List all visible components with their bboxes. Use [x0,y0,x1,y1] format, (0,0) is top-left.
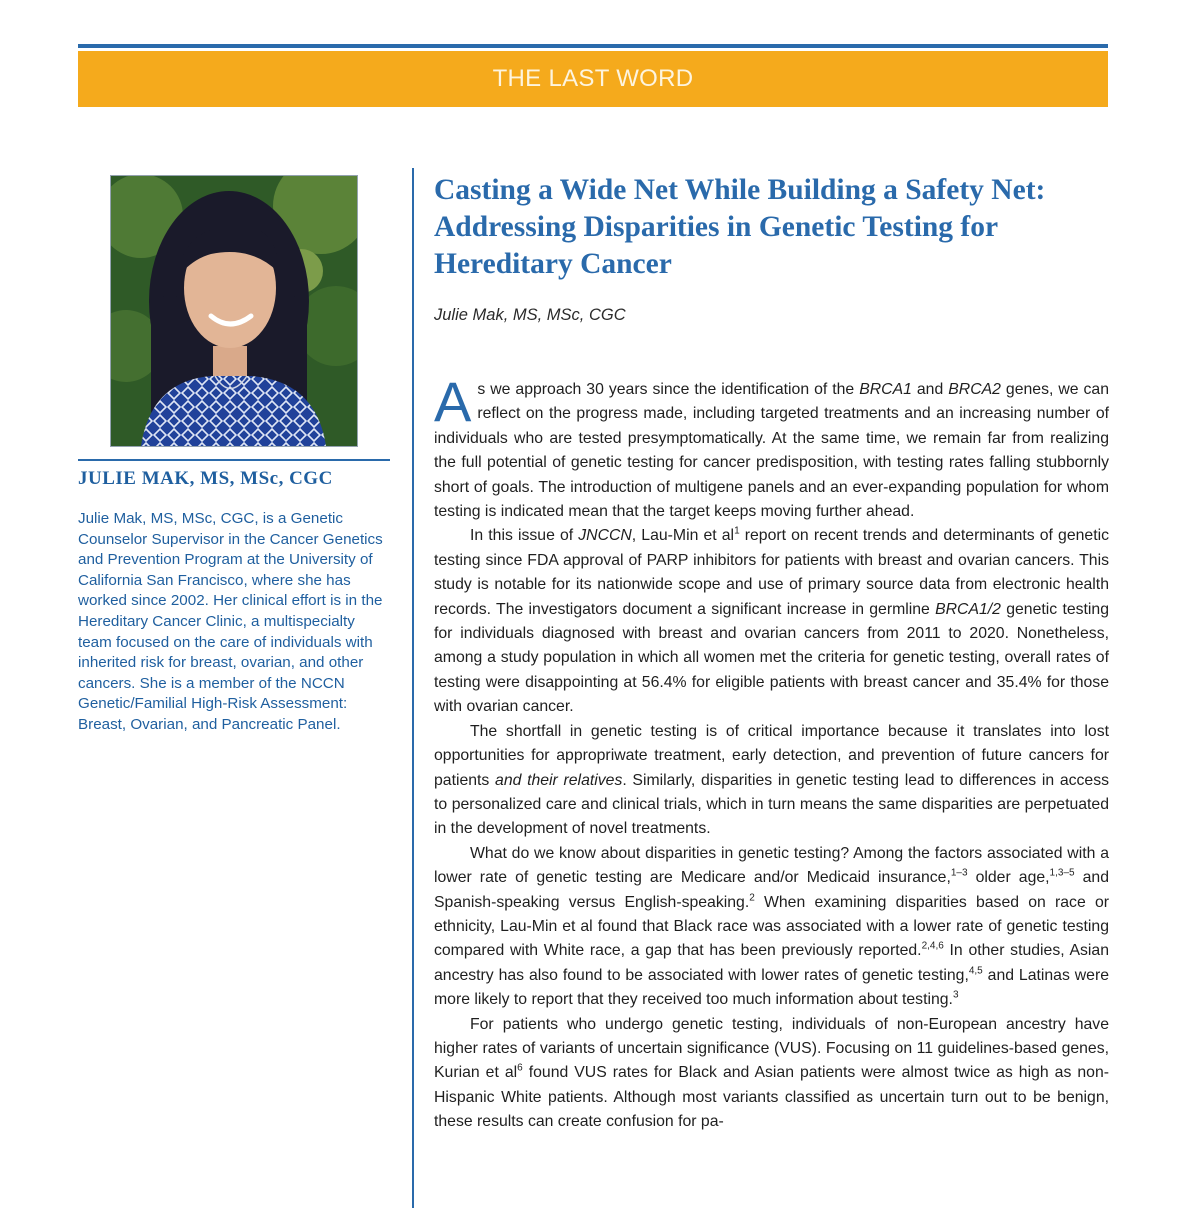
author-heading: JULIE MAK, MS, MSc, CGC [78,468,333,489]
section-banner [78,51,1108,107]
text-run: When examining disparities based on race or ethnicity, Lau-Min et al found that Black race was associated with a lower rate of genetic testing compared with White race, a gap that has been previously reported. [434,893,1109,960]
text-run: and Spanish-speaking versus English-speaking. [434,869,1109,911]
paragraph-4 [434,842,1109,1013]
text-run: and [911,381,949,398]
citation-ref: 2 [749,892,755,904]
text-run: s we approach 30 years since the identification of the [477,381,860,398]
citation-ref: 1–3 [950,867,968,879]
text-run: . Similarly, disparities in genetic testing lead to differences in access to personalized care and clinical trials, which in turn means the same disparities are perpetuated in the development of novel treatments. [434,771,1109,838]
citation-ref: 2,4,6 [921,941,944,953]
citation-ref: 6 [517,1063,523,1075]
gene-name: BRCA2 [948,381,1001,398]
text-run: , Lau-Min et al [631,527,735,545]
text-run: found VUS rates for Black and Asian patients were almost twice as high as non-Hispanic White patients. Although most variants classified as uncertain turn out to be benign, these results can create confusion for pa- [434,1064,1109,1131]
article-body [434,370,1110,1135]
text-run: The shortfall in genetic testing is of critical importance because it translates into lost opportunities for appropriwate treatment, early detection, and prevention of future cancers for patients [434,722,1109,789]
text-run: genetic testing for individuals diagnosed with breast and ovarian cancers from 2011 to 2020. Nonetheless, among a study population in which all women met the criteria for genetic testing, overall rates of testing were disappointing at 56.4% for eligible patients with breast cancer and 35.4% for those with ovarian cancer. [434,600,1109,716]
gene-name: BRCA1 [859,381,912,398]
citation-ref: 1,3–5 [1049,867,1075,879]
sidebar-rule [78,459,390,461]
text-run: What do we know about disparities in genetic testing? Among the factors associated with a lower rate of genetic testing are Medicare and/or Medicaid insurance, [434,844,1109,887]
column-divider [412,168,414,1208]
author-photo [110,175,358,447]
paragraph-3 [434,720,1109,842]
text-run: In other studies, Asian ancestry has also found to be associated with lower rates of genetic testing, [434,942,1109,984]
text-run: and Latinas were more likely to report that they received too much information about testing. [434,966,1110,1009]
text-run: older age, [967,869,1050,887]
text-run: report on recent trends and determinants of genetic testing since FDA approval of PARP inhibitors for patients with breast and ovarian cancers. This study is notable for its nationwide scope and use of primary source data from electronic health records. The investigators document a significant increase in germline [434,527,1109,618]
article [434,172,1110,1131]
gene-name: BRCA1/2 [935,600,1001,618]
author-bio: Julie Mak, MS, MSc, CGC, is a Genetic Counselor Supervisor in the Cancer Genetics and Prevention Program at the University of California San Francisco, where she has worked since 2002. Her clinical effort is in the Hereditary Cancer Clinic, a multispecialty team focused on the care of individuals with inherited risk for breast, ovarian, and other cancers. She is a member of the NCCN Genetic/Familial High-Risk Assessment: Breast, Ovarian, and Pancreatic Panel. [78,510,383,733]
citation-ref: 1 [734,526,740,538]
article-byline: Julie Mak, MS, MSc, CGC [434,306,626,324]
paragraph-2 [434,524,1109,719]
citation-ref: 3 [952,989,959,1001]
drop-cap: A [434,370,472,433]
top-rule [78,44,1108,48]
journal-name: JNCCN [578,527,632,545]
emphasis: and their relatives [495,771,623,789]
article-title: Casting a Wide Net While Building a Safety Net: Addressing Disparities in Genetic Testing for Hereditary Cancer [434,174,1046,280]
section-title: THE LAST WORD [492,65,694,92]
text-run: For patients who undergo genetic testing, individuals of non-European ancestry have higher rates of variants of uncertain significance (VUS). Focusing on 11 guidelines-based genes, Kurian et al [434,1015,1109,1082]
citation-ref: 4,5 [968,965,983,977]
text-run: In this issue of [470,527,579,545]
paragraph-1 [434,370,1109,524]
paragraph-5 [434,1013,1109,1135]
text-run: genes, we can reflect on the progress made, including targeted treatments and an increasing number of individuals who are tested presymptomatically. At the same time, we remain far from realizing the full potential of genetic testing for cancer predisposition, with testing rates falling stubbornly short of goals. The introduction of multigene panels and an ever-expanding population for whom testing is indicated mean that the target keeps moving further ahead. [434,381,1109,521]
